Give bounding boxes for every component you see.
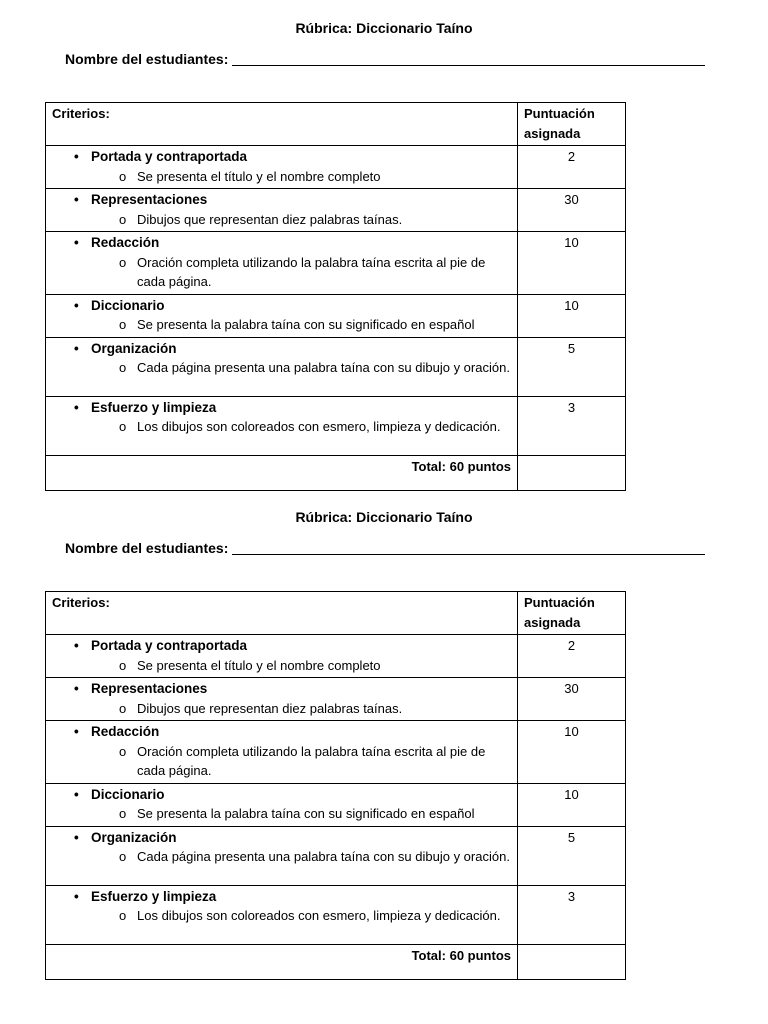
criterion-points: 30 xyxy=(518,678,626,721)
bullet-icon: • xyxy=(74,638,79,653)
rubric-table xyxy=(45,102,626,491)
criterion-title: Representaciones xyxy=(91,681,208,696)
criterion-title: Portada y contraportada xyxy=(91,149,248,164)
sub-bullet-icon: o xyxy=(119,849,127,864)
student-name-label: Nombre del estudiantes: xyxy=(65,540,229,556)
criterion-title: Redacción xyxy=(91,724,160,739)
student-name-field xyxy=(65,539,705,557)
bullet-icon: • xyxy=(74,192,79,207)
sub-bullet-icon: o xyxy=(119,168,127,184)
page-title: Rúbrica: Diccionario Taíno xyxy=(295,509,473,525)
table-row xyxy=(46,826,626,885)
bullet-icon: • xyxy=(74,297,79,313)
criterion-title: Organización xyxy=(91,829,177,845)
criterion-detail: Cada página presenta una palabra taína con su dibujo y oración. xyxy=(137,360,510,375)
criterion-points: 10 xyxy=(518,721,626,784)
criterion-points: 10 xyxy=(518,232,626,295)
table-row xyxy=(46,635,626,678)
criterion-points: 3 xyxy=(518,885,626,944)
sub-bullet-icon: o xyxy=(119,743,127,759)
criterion-title: Representaciones xyxy=(91,192,208,207)
criterion-title: Organización xyxy=(91,340,177,356)
criterion-detail: Oración completa utilizando la palabra taína escrita al pie de cada página. xyxy=(137,254,486,289)
total-row xyxy=(46,944,626,979)
criterion-detail: Los dibujos son coloreados con esmero, limpieza y dedicación. xyxy=(137,908,501,923)
criterion-detail: Cada página presenta una palabra taína con su dibujo y oración. xyxy=(137,849,510,864)
criterion-detail: Se presenta la palabra taína con su significado en español xyxy=(137,317,475,332)
table-row xyxy=(46,232,626,295)
rubric-copy-1 xyxy=(0,19,768,489)
table-header-row xyxy=(46,103,626,146)
student-name-label: Nombre del estudiantes: xyxy=(65,51,229,67)
table-header-row xyxy=(46,592,626,635)
criterion-detail: Se presenta el título y el nombre completo xyxy=(137,168,381,184)
criterion-points: 2 xyxy=(518,146,626,189)
bullet-icon: • xyxy=(74,235,79,250)
sub-bullet-icon: o xyxy=(119,317,127,332)
bullet-icon: • xyxy=(74,888,79,904)
criteria-header: Criterios: xyxy=(46,592,518,635)
rubric-table xyxy=(45,591,626,980)
criterion-points: 10 xyxy=(518,783,626,826)
table-row xyxy=(46,783,626,826)
sub-bullet-icon: o xyxy=(119,806,127,821)
table-row xyxy=(46,885,626,944)
sub-bullet-icon: o xyxy=(119,360,127,375)
criteria-header: Criterios: xyxy=(46,103,518,146)
total-score-cell xyxy=(518,944,626,979)
table-row xyxy=(46,721,626,784)
table-row xyxy=(46,337,626,396)
table-row xyxy=(46,396,626,455)
criterion-detail: Dibujos que representan diez palabras taínas. xyxy=(137,211,403,227)
sub-bullet-icon: o xyxy=(119,419,127,434)
criterion-title: Esfuerzo y limpieza xyxy=(91,888,217,904)
points-header: Puntuación asignada xyxy=(518,103,626,146)
bullet-icon: • xyxy=(74,786,79,802)
criterion-points: 30 xyxy=(518,189,626,232)
criterion-detail: Los dibujos son coloreados con esmero, limpieza y dedicación. xyxy=(137,419,501,434)
table-row xyxy=(46,678,626,721)
total-score-cell xyxy=(518,455,626,490)
criterion-points: 2 xyxy=(518,635,626,678)
criterion-detail: Oración completa utilizando la palabra taína escrita al pie de cada página. xyxy=(137,743,486,778)
criterion-points: 5 xyxy=(518,337,626,396)
bullet-icon: • xyxy=(74,149,79,164)
points-header: Puntuación asignada xyxy=(518,592,626,635)
total-label: Total: 60 puntos xyxy=(46,455,518,490)
criterion-title: Esfuerzo y limpieza xyxy=(91,399,217,415)
student-name-blank xyxy=(232,541,705,555)
sub-bullet-icon: o xyxy=(119,254,127,270)
criterion-points: 3 xyxy=(518,396,626,455)
criterion-title: Portada y contraportada xyxy=(91,638,248,653)
student-name-field xyxy=(65,50,705,68)
total-label: Total: 60 puntos xyxy=(46,944,518,979)
bullet-icon: • xyxy=(74,829,79,845)
bullet-icon: • xyxy=(74,399,79,415)
rubric-copy-2 xyxy=(0,508,768,978)
criterion-detail: Dibujos que representan diez palabras taínas. xyxy=(137,700,403,716)
criterion-detail: Se presenta el título y el nombre completo xyxy=(137,657,381,673)
table-row xyxy=(46,146,626,189)
bullet-icon: • xyxy=(74,681,79,696)
criterion-title: Redacción xyxy=(91,235,160,250)
student-name-blank xyxy=(232,52,705,66)
sub-bullet-icon: o xyxy=(119,657,127,673)
bullet-icon: • xyxy=(74,724,79,739)
sub-bullet-icon: o xyxy=(119,908,127,923)
criterion-points: 10 xyxy=(518,294,626,337)
page-title: Rúbrica: Diccionario Taíno xyxy=(295,20,473,36)
total-row xyxy=(46,455,626,490)
criterion-detail: Se presenta la palabra taína con su significado en español xyxy=(137,806,475,821)
table-row xyxy=(46,294,626,337)
bullet-icon: • xyxy=(74,340,79,356)
sub-bullet-icon: o xyxy=(119,211,127,227)
criterion-points: 5 xyxy=(518,826,626,885)
criterion-title: Diccionario xyxy=(91,786,165,802)
table-row xyxy=(46,189,626,232)
criterion-title: Diccionario xyxy=(91,297,165,313)
sub-bullet-icon: o xyxy=(119,700,127,716)
